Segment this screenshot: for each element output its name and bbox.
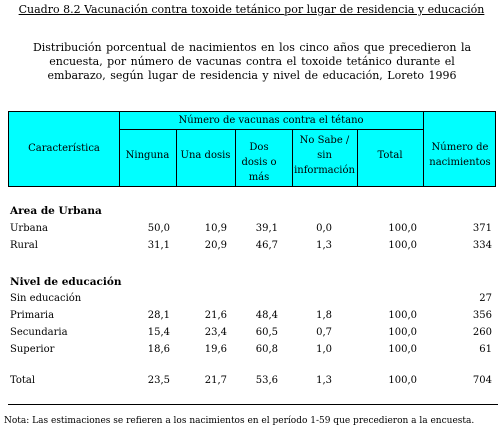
- table-row: [8, 237, 496, 254]
- cell-dos-dosis: 48,4: [255, 310, 278, 321]
- cell-total: 100,0: [388, 375, 417, 386]
- cell-nacimientos: 356: [472, 310, 492, 321]
- cell-total: 100,0: [388, 310, 417, 321]
- table-row: [8, 324, 496, 341]
- cell-no-sabe: 1,3: [316, 375, 332, 386]
- header-una-dosis: Una dosis: [180, 150, 231, 161]
- row-label: Secundaria: [10, 327, 68, 338]
- header-total: Total: [377, 150, 403, 161]
- table-row: [8, 290, 496, 307]
- header-dos-dosis: Dos dosis o más: [241, 142, 277, 183]
- header-nacimientos: Número de nacimientos: [429, 142, 491, 168]
- cell-nacimientos: 371: [472, 223, 492, 234]
- section-heading-text: Nivel de educación: [10, 276, 122, 288]
- cell-no-sabe: 0,0: [316, 223, 332, 234]
- cell-total: 100,0: [388, 327, 417, 338]
- cell-ninguna: 23,5: [147, 375, 170, 386]
- cell-ninguna: 15,4: [147, 327, 170, 338]
- cell-no-sabe: 1,8: [316, 310, 332, 321]
- row-label: Total: [10, 375, 36, 386]
- footnote: Nota: Las estimaciones se refieren a los nacimientos en el período 1-59 que precedieron a la encuesta.: [4, 416, 475, 426]
- cell-una-dosis: 21,6: [204, 310, 227, 321]
- cell-nacimientos: 704: [472, 375, 492, 386]
- cell-ninguna: 28,1: [147, 310, 170, 321]
- header-ninguna: Ninguna: [125, 150, 170, 161]
- cell-una-dosis: 19,6: [204, 344, 227, 355]
- cell-ninguna: 50,0: [147, 223, 170, 234]
- note-divider: [8, 404, 498, 405]
- table-row: [8, 307, 496, 324]
- header-no-sabe: No Sabe / sin información: [294, 135, 355, 176]
- row-label: Urbana: [10, 223, 48, 234]
- section-heading: [8, 203, 496, 220]
- cell-una-dosis: 23,4: [204, 327, 227, 338]
- row-label: Sin educación: [10, 293, 82, 304]
- table-row: [8, 220, 496, 237]
- cell-dos-dosis: 60,8: [255, 344, 278, 355]
- row-label: Primaria: [10, 310, 55, 321]
- cell-dos-dosis: 39,1: [255, 223, 278, 234]
- header-group: Número de vacunas contra el tétano: [178, 115, 364, 126]
- table-header: [8, 111, 496, 187]
- cell-no-sabe: 1,0: [316, 344, 332, 355]
- cell-nacimientos: 27: [479, 293, 492, 304]
- header-caracteristica: Característica: [28, 143, 100, 154]
- cell-total: 100,0: [388, 344, 417, 355]
- cell-nacimientos: 260: [472, 327, 492, 338]
- section-heading: [8, 274, 496, 291]
- cell-total: 100,0: [388, 240, 417, 251]
- cell-dos-dosis: 46,7: [255, 240, 278, 251]
- cell-no-sabe: 1,3: [316, 240, 332, 251]
- table-row: [8, 341, 496, 358]
- cell-nacimientos: 334: [472, 240, 492, 251]
- row-label: Superior: [10, 344, 55, 355]
- table-title: Cuadro 8.2 Vacunación contra toxoide tetánico por lugar de residencia y educación: [18, 3, 485, 16]
- cell-nacimientos: 61: [479, 344, 492, 355]
- cell-ninguna: 18,6: [147, 344, 170, 355]
- cell-total: 100,0: [388, 223, 417, 234]
- total-row: [8, 372, 496, 389]
- cell-dos-dosis: 53,6: [255, 375, 278, 386]
- cell-dos-dosis: 60,5: [255, 327, 278, 338]
- row-label: Rural: [10, 240, 38, 251]
- cell-una-dosis: 10,9: [204, 223, 227, 234]
- section-heading-text: Area de Urbana: [10, 205, 102, 217]
- table-subtitle: Distribución porcentual de nacimientos en los cinco años que precedieron la encuesta, por número de vacunas contra el toxoide tetánico durante el embarazo, según lugar de residencia y nivel de educación, Loreto 1996: [32, 41, 472, 82]
- cell-una-dosis: 21,7: [204, 375, 227, 386]
- cell-ninguna: 31,1: [147, 240, 170, 251]
- cell-una-dosis: 20,9: [204, 240, 227, 251]
- cell-no-sabe: 0,7: [316, 327, 332, 338]
